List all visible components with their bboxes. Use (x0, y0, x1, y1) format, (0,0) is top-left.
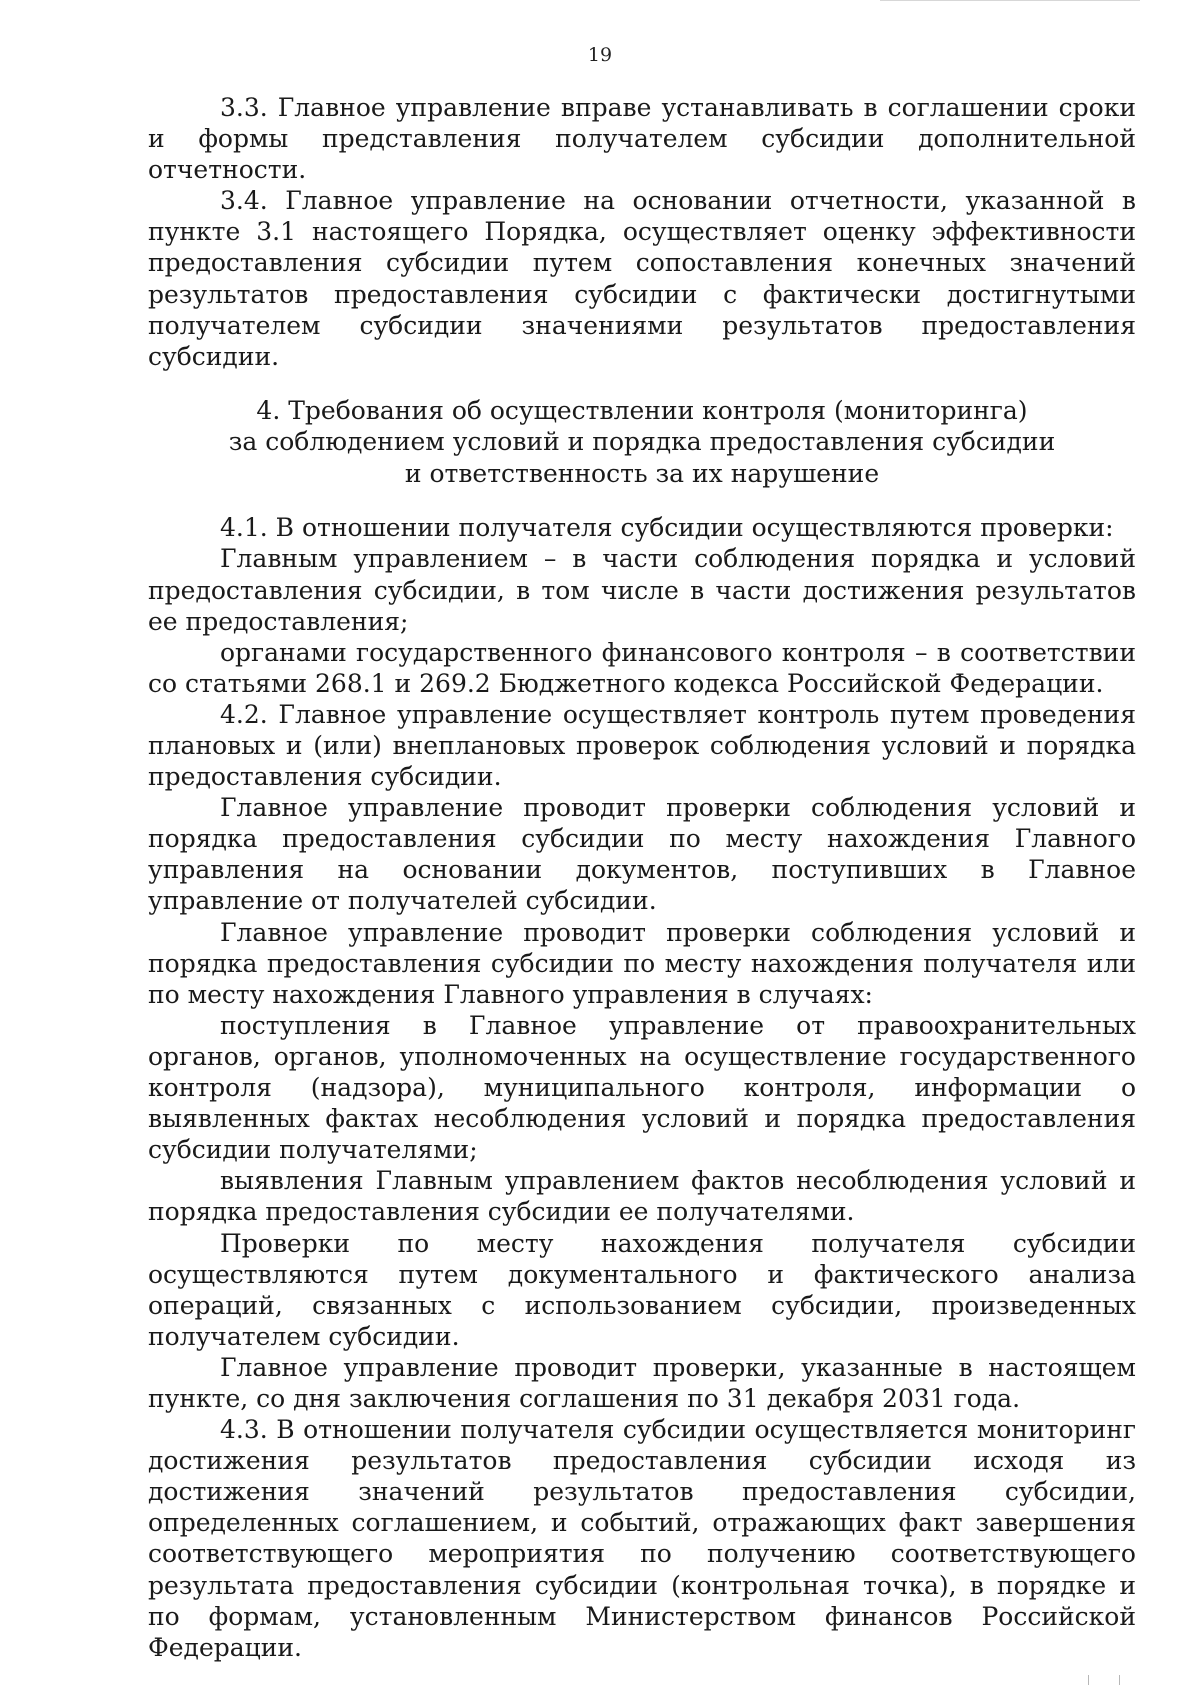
paragraph-3-3: 3.3. Главное управление вправе устанавливать в соглашении сроки и формы представления получателем субсидии дополнительной отчетности. (148, 93, 1136, 185)
paragraph-item: Главное управление проводит проверки, указанные в настоящем пункте, со дня заключения соглашения по 31 декабря 2031 года. (148, 1352, 1136, 1413)
paragraph-item: органами государственного финансового контроля – в соответствии со статьями 268.1 и 269.2 Бюджетного кодекса Российской Федерации. (148, 637, 1136, 698)
section-heading (148, 395, 1136, 490)
paragraph-item: Главное управление проводит проверки соблюдения условий и порядка предоставления субсидии по месту нахождения Главного управления на основании документов, поступивших в Главное управление от получателей субсидии. (148, 793, 1136, 916)
paragraph-item: Главное управление проводит проверки соблюдения условий и порядка предоставления субсидии по месту нахождения получателя или по месту нахождения Главного управления в случаях: (148, 917, 1136, 1009)
paragraph-item: поступления в Главное управление от правоохранительных органов, органов, уполномоченных на осуществление государственного контроля (надзора), муниципального контроля, информации о выявленных фактах несоблюдения условий и порядка предоставления субсидии получателями; (148, 1010, 1136, 1165)
section-heading-line: 4. Требования об осуществлении контроля (мониторинга) (256, 395, 1028, 425)
scan-edge-mark (1088, 1675, 1120, 1685)
paragraph-3-4: 3.4. Главное управление на основании отчетности, указанной в пункте 3.1 настоящего Порядка, осуществляет оценку эффективности предоставления субсидии путем сопоставления конечных значений результатов предоставления субсидии с фактически достигнутыми получателем субсидии значениями результатов предоставления субсидии. (148, 186, 1136, 371)
paragraph-4-3: 4.3. В отношении получателя субсидии осуществляется мониторинг достижения результатов предоставления субсидии исходя из достижения значений результатов предоставления субсидии, определенных соглашением, и событий, отражающих факт завершения соответствующего мероприятия по получению соответствующего результата предоставления субсидии (контрольная точка), в порядке и по формам, установленным Министерством финансов Российской Федерации. (148, 1415, 1136, 1662)
paragraph-4-2: 4.2. Главное управление осуществляет контроль путем проведения плановых и (или) внеплановых проверок соблюдения условий и порядка предоставления субсидии. (148, 699, 1136, 792)
page-number: 19 (587, 44, 613, 66)
paragraph-4-1: 4.1. В отношении получателя субсидии осуществляются проверки: (220, 513, 1114, 543)
document-body (148, 92, 1136, 1663)
paragraph-item: Проверки по месту нахождения получателя субсидии осуществляются путем документального и фактического анализа операций, связанных с использованием субсидии, произведенных получателем субсидии. (148, 1228, 1136, 1351)
paragraph-item: Главным управлением – в части соблюдения порядка и условий предоставления субсидии, в том числе в части достижения результатов ее предоставления; (148, 544, 1136, 636)
section-heading-line: и ответственность за их нарушение (404, 458, 880, 488)
section-heading-line: за соблюдением условий и порядка предоставления субсидии (228, 427, 1056, 457)
scan-edge-mark (880, 0, 1140, 4)
paragraph-item: выявления Главным управлением фактов несоблюдения условий и порядка предоставления субсидии ее получателями. (148, 1166, 1136, 1227)
